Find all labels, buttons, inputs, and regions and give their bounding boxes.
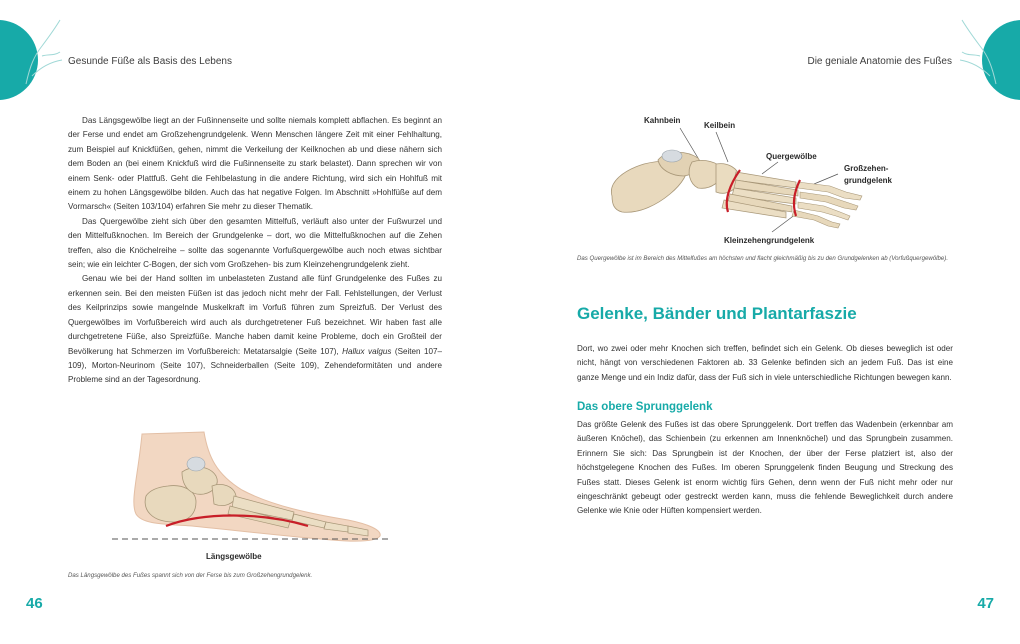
figure-label-kleinzehengrundgelenk: Kleinzehengrundgelenk	[724, 236, 815, 245]
paragraph-text: Genau wie bei der Hand sollten im unbelasteten Zustand alle fünf Grundgelenke des Fußes zu erkennen sein. Bei den meisten Füßen ist das jedoch nicht mehr der Fall. Fehlstellungen, der Verlust des Keilprinzips sowie mangelnde Muskelkraft im Vorfuß führen zum Spreizfuß. Der Verlust des Quergewölbes im Vorfußbereich wird auch als durchgetretener Fuß bezeichnet. Wir haben fast alle durchgetretene Füße, also Spreizfüße. Manche haben damit keine Probleme, doch ein Großteil der Bevölkerung hat Schmerzen im Vorfußbereich: Metatarsalgie (Seite 107),	[68, 274, 442, 356]
italic-term: Hallux valgus	[342, 346, 392, 356]
paragraph-text: (Seiten 107–109), Morton-Neurinom (Seite 107), Schneiderballen (Seite 109), Zehendeformitäten und andere Probleme sind an der Tagesordnung.	[68, 346, 442, 385]
transverse-arch-figure	[600, 112, 900, 252]
figure-label-grundgelenk: grundgelenk	[844, 176, 893, 185]
figure-label-kahnbein: Kahnbein	[644, 116, 681, 125]
figure-caption-left: Das Längsgewölbe des Fußes spannt sich von der Ferse bis zum Großzehengrundgelenk.	[68, 572, 313, 579]
figure-label-laengsgewoelbe: Längsgewölbe	[206, 552, 262, 561]
paragraph	[68, 272, 442, 387]
paragraph: Dort, wo zwei oder mehr Knochen sich treffen, befindet sich ein Gelenk. Ob dieses beweglich ist oder nicht, hängt von verschiedenen Faktoren ab. 33 Gelenke befinden sich an jedem Fuß. Das ist eine ganze Menge und ein Indiz dafür, dass der Fuß sich in viele unterschiedliche Richtungen bewegen kann.	[577, 344, 953, 382]
left-body-text	[68, 114, 442, 388]
intro-text	[577, 342, 953, 385]
paragraph: Das Längsgewölbe liegt an der Fußinnenseite und sollte niemals komplett abflachen. Es beginnt an der Ferse und endet am Großzehengrundgelenk. Wenn Menschen längere Zeit mit einer Fehlhaltung, zum Beispiel auf Knickfüßen, gehen, nimmt die Verkeilung der Keilknochen ab und diese nähern sich dem Boden an (bei einem Knickfuß wird die Fußinnenseite zu stark belastet). Dann sprechen wir von einem Senk- oder Plattfuß. Geht die Fehlbelastung in die andere Richtung, wird sich ein Hohlfuß mit einem zu hohen Längsgewölbe bilden. Auch das hat negative Folgen. Im Abschnitt »Hohlfüße auf dem Vormarsch« (Seiten 103/104) erfahren Sie mehr zu dieser Thematik.	[68, 116, 442, 212]
figure-caption-right: Das Quergewölbe ist im Bereich des Mittelfußes am höchsten und flacht gleichmäßig bis zu den Grundgelenken ab (Vorfußquergewölbe).	[577, 255, 949, 262]
page-number-left: 46	[26, 595, 43, 612]
figure-label-quergewoelbe: Quergewölbe	[766, 152, 817, 161]
paragraph: Das größte Gelenk des Fußes ist das obere Sprunggelenk. Dort treffen das Wadenbein (erkennbar am äußeren Knöchel), das Schienbein (zu erkennen am Innenknöchel) und das Sprungbein zusammen. Erinnern Sie sich: Das Sprungbein ist der Knochen, der über der Ferse platziert ist, also der höchstgelegene Knochen des Fußes. Im oberen Sprunggelenk finden Beugung und Streckung des Fußes statt. Dieses Gelenk ist enorm wichtig fürs Gehen, denn wenn der Fuß nicht mehr oder nur eingeschränkt gebeugt oder gestreckt werden kann, muss die fehlende Beweglichkeit durch andere Gelenke wie Knie oder Hüften kompensiert werden.	[577, 420, 953, 516]
sprunggelenk-text	[577, 418, 953, 519]
page-number-right: 47	[977, 595, 994, 612]
figure-label-grosszehen: Großzehen-	[844, 164, 889, 173]
section-heading: Gelenke, Bänder und Plantarfaszie	[577, 304, 857, 323]
longitudinal-arch-figure	[112, 426, 392, 576]
figure-label-keilbein: Keilbein	[704, 121, 736, 130]
running-head-left: Gesunde Füße als Basis des Lebens	[68, 56, 232, 67]
subsection-heading: Das obere Sprunggelenk	[577, 401, 713, 413]
foot-doodle-icon	[956, 16, 1002, 86]
running-head-right: Die geniale Anatomie des Fußes	[807, 56, 952, 67]
paragraph: Das Quergewölbe zieht sich über den gesamten Mittelfuß, verläuft also unter der Fußwurzel und den Mittelfußknochen. Im Bereich der Grundgelenke – dort, wo die Mittelfußknochen auf die Zehen treffen, also die Knöchelreihe – sollte das sogenannte Vorfußquergewölbe auch noch etwas sichtbar sein; wie ein leichter C-Bogen, der sich vom Großzehen- bis zum Kleinzehengrundgelenk zieht.	[68, 216, 442, 270]
foot-doodle-icon	[20, 16, 66, 86]
